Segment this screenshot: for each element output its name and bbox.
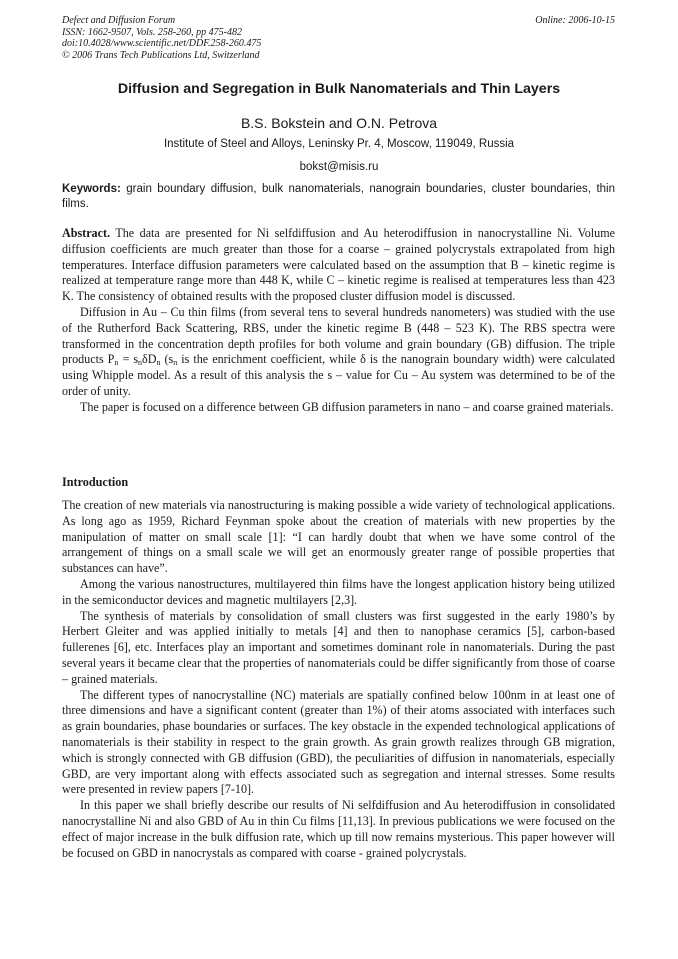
abstract-paragraph-3: The paper is focused on a difference between GB diffusion parameters in nano – and coarse grained materials. (80, 399, 614, 414)
intro-paragraph-5: In this paper we shall briefly describe our results of Ni selfdiffusion and Au heterodiffusion in consolidated nanocrystalline Ni and also GBD of Au in thin Cu films [11,13]. In previous publications we were focused on the effect of major increase in the bulk diffusion rate, which up till now remains mysterious. This paper however will be focused on GBD in nanocrystals as compared with coarse - grained polycrystals. (62, 798, 615, 860)
paper-title: Diffusion and Segregation in Bulk Nanomaterials and Thin Layers (117, 81, 561, 97)
subscript: n (173, 358, 178, 368)
abstract-text-2d: (s (160, 352, 174, 367)
journal-name: Defect and Diffusion Forum (62, 15, 176, 26)
abstract (62, 226, 615, 416)
authors: B.S. Bokstein and O.N. Petrova (240, 115, 438, 131)
journal-header (62, 15, 615, 61)
abstract-text-2c: δD (142, 352, 157, 367)
copyright-line: © 2006 Trans Tech Publications Ltd, Switzerland (62, 49, 260, 61)
abstract-paragraph-1 (62, 226, 615, 305)
subscript: n (114, 358, 119, 368)
keywords (62, 182, 615, 212)
abstract-label: Abstract. (62, 226, 111, 240)
intro-paragraph-2: Among the various nanostructures, multilayered thin films have the longest application history being utilized in the semiconductor devices and magnetic multilayers [2,3]. (62, 576, 615, 607)
intro-paragraph-4: The different types of nanocrystalline (NC) materials are spatially confined below 100nm in at least one of three dimensions and have a significant content (greater than 1%) of their atoms associated with interfaces such as grain boundaries, phase boundaries or surfaces. The key obstacle in the expended technological applications of nanomaterials is their stability in respect to the grain growth. As grain growth realizes through GB migration, which is strongly connected with GB diffusion (GBD), the peculiarities of diffusion in nanomaterials, especially GBD, are very important along with effects associated such as segregation and internal stresses. Some results were presented in review papers [7-10]. (62, 687, 615, 797)
abstract-text-2b: = s (118, 352, 139, 367)
affiliation: Institute of Steel and Alloys, Leninsky Pr. 4, Moscow, 119049, Russia (163, 138, 515, 150)
intro-paragraph-3: The synthesis of materials by consolidation of small clusters was first suggested in the early 1980’s by Herbert Gleiter and was applied initially to metals [4] and then to nanophase ceramics [5], carbon-based fullerenes [6], etc. Interfaces play an important and sometimes dominant role in nanomaterials. During the past several years it became clear that the properties of nanomaterials could be differ significantly from those of coarse – grained materials. (62, 608, 615, 686)
section-heading-introduction: Introduction (62, 475, 129, 489)
online-date: Online: 2006-10-15 (535, 15, 615, 26)
abstract-text-1: The data are presented for Ni selfdiffusion and Au heterodiffusion in nanocrystalline Ni. Volume diffusion coefficients are much greater than those for a coarse – grained polycrystals extrapolated from high temperatures. Interface diffusion parameters were calculated based on the assumption that B – kinetic regime is realized at temperature range more than 448 K, while C – kinetic regime is realised at temperatures less than 423 K. The consistency of obtained results with the proposed cluster diffusion model is discussed. (62, 226, 615, 304)
subscript: n (138, 358, 143, 368)
keywords-text: grain boundary diffusion, bulk nanomaterials, nanograin boundaries, cluster boundaries, thin films. (62, 183, 615, 210)
abstract-text-2e: is the enrichment coefficient, while δ is the nanograin boundary width) were calculated using Whipple model. As a result of this analysis the s – value for Cu – Au system was determined to be of the order of unity. (62, 352, 616, 398)
abstract-text-2a: Diffusion in Au – Cu thin films (from several tens to several hundreds nanometers) was studied with the use of the Rutherford Back Scattering, RBS, under the kinetic regime B (448 – 523 K). The RBS spectra were transformed in the concentration depth profiles for both volume and grain boundary (GB) diffusion. The triple products P (62, 304, 615, 367)
abstract-paragraph-2 (62, 305, 615, 400)
subscript: n (156, 358, 161, 368)
keywords-label: Keywords: (62, 183, 121, 195)
intro-paragraph-1: The creation of new materials via nanostructuring is making possible a wide variety of technological applications. As long ago as 1959, Richard Feynman spoke about the creation of materials with new properties by the manipulation of matter on small scale [1]: “I can hardly doubt that when we have some control of the arrangement of things on a small scale we will get an enormously greater range of possible properties that substances can have”. (62, 498, 615, 576)
author-email: bokst@misis.ru (299, 161, 379, 173)
doi-line: doi:10.4028/www.scientific.net/DDF.258-260.475 (62, 38, 262, 49)
introduction-section (62, 498, 615, 861)
issn-line: ISSN: 1662-9507, Vols. 258-260, pp 475-482 (62, 26, 242, 38)
